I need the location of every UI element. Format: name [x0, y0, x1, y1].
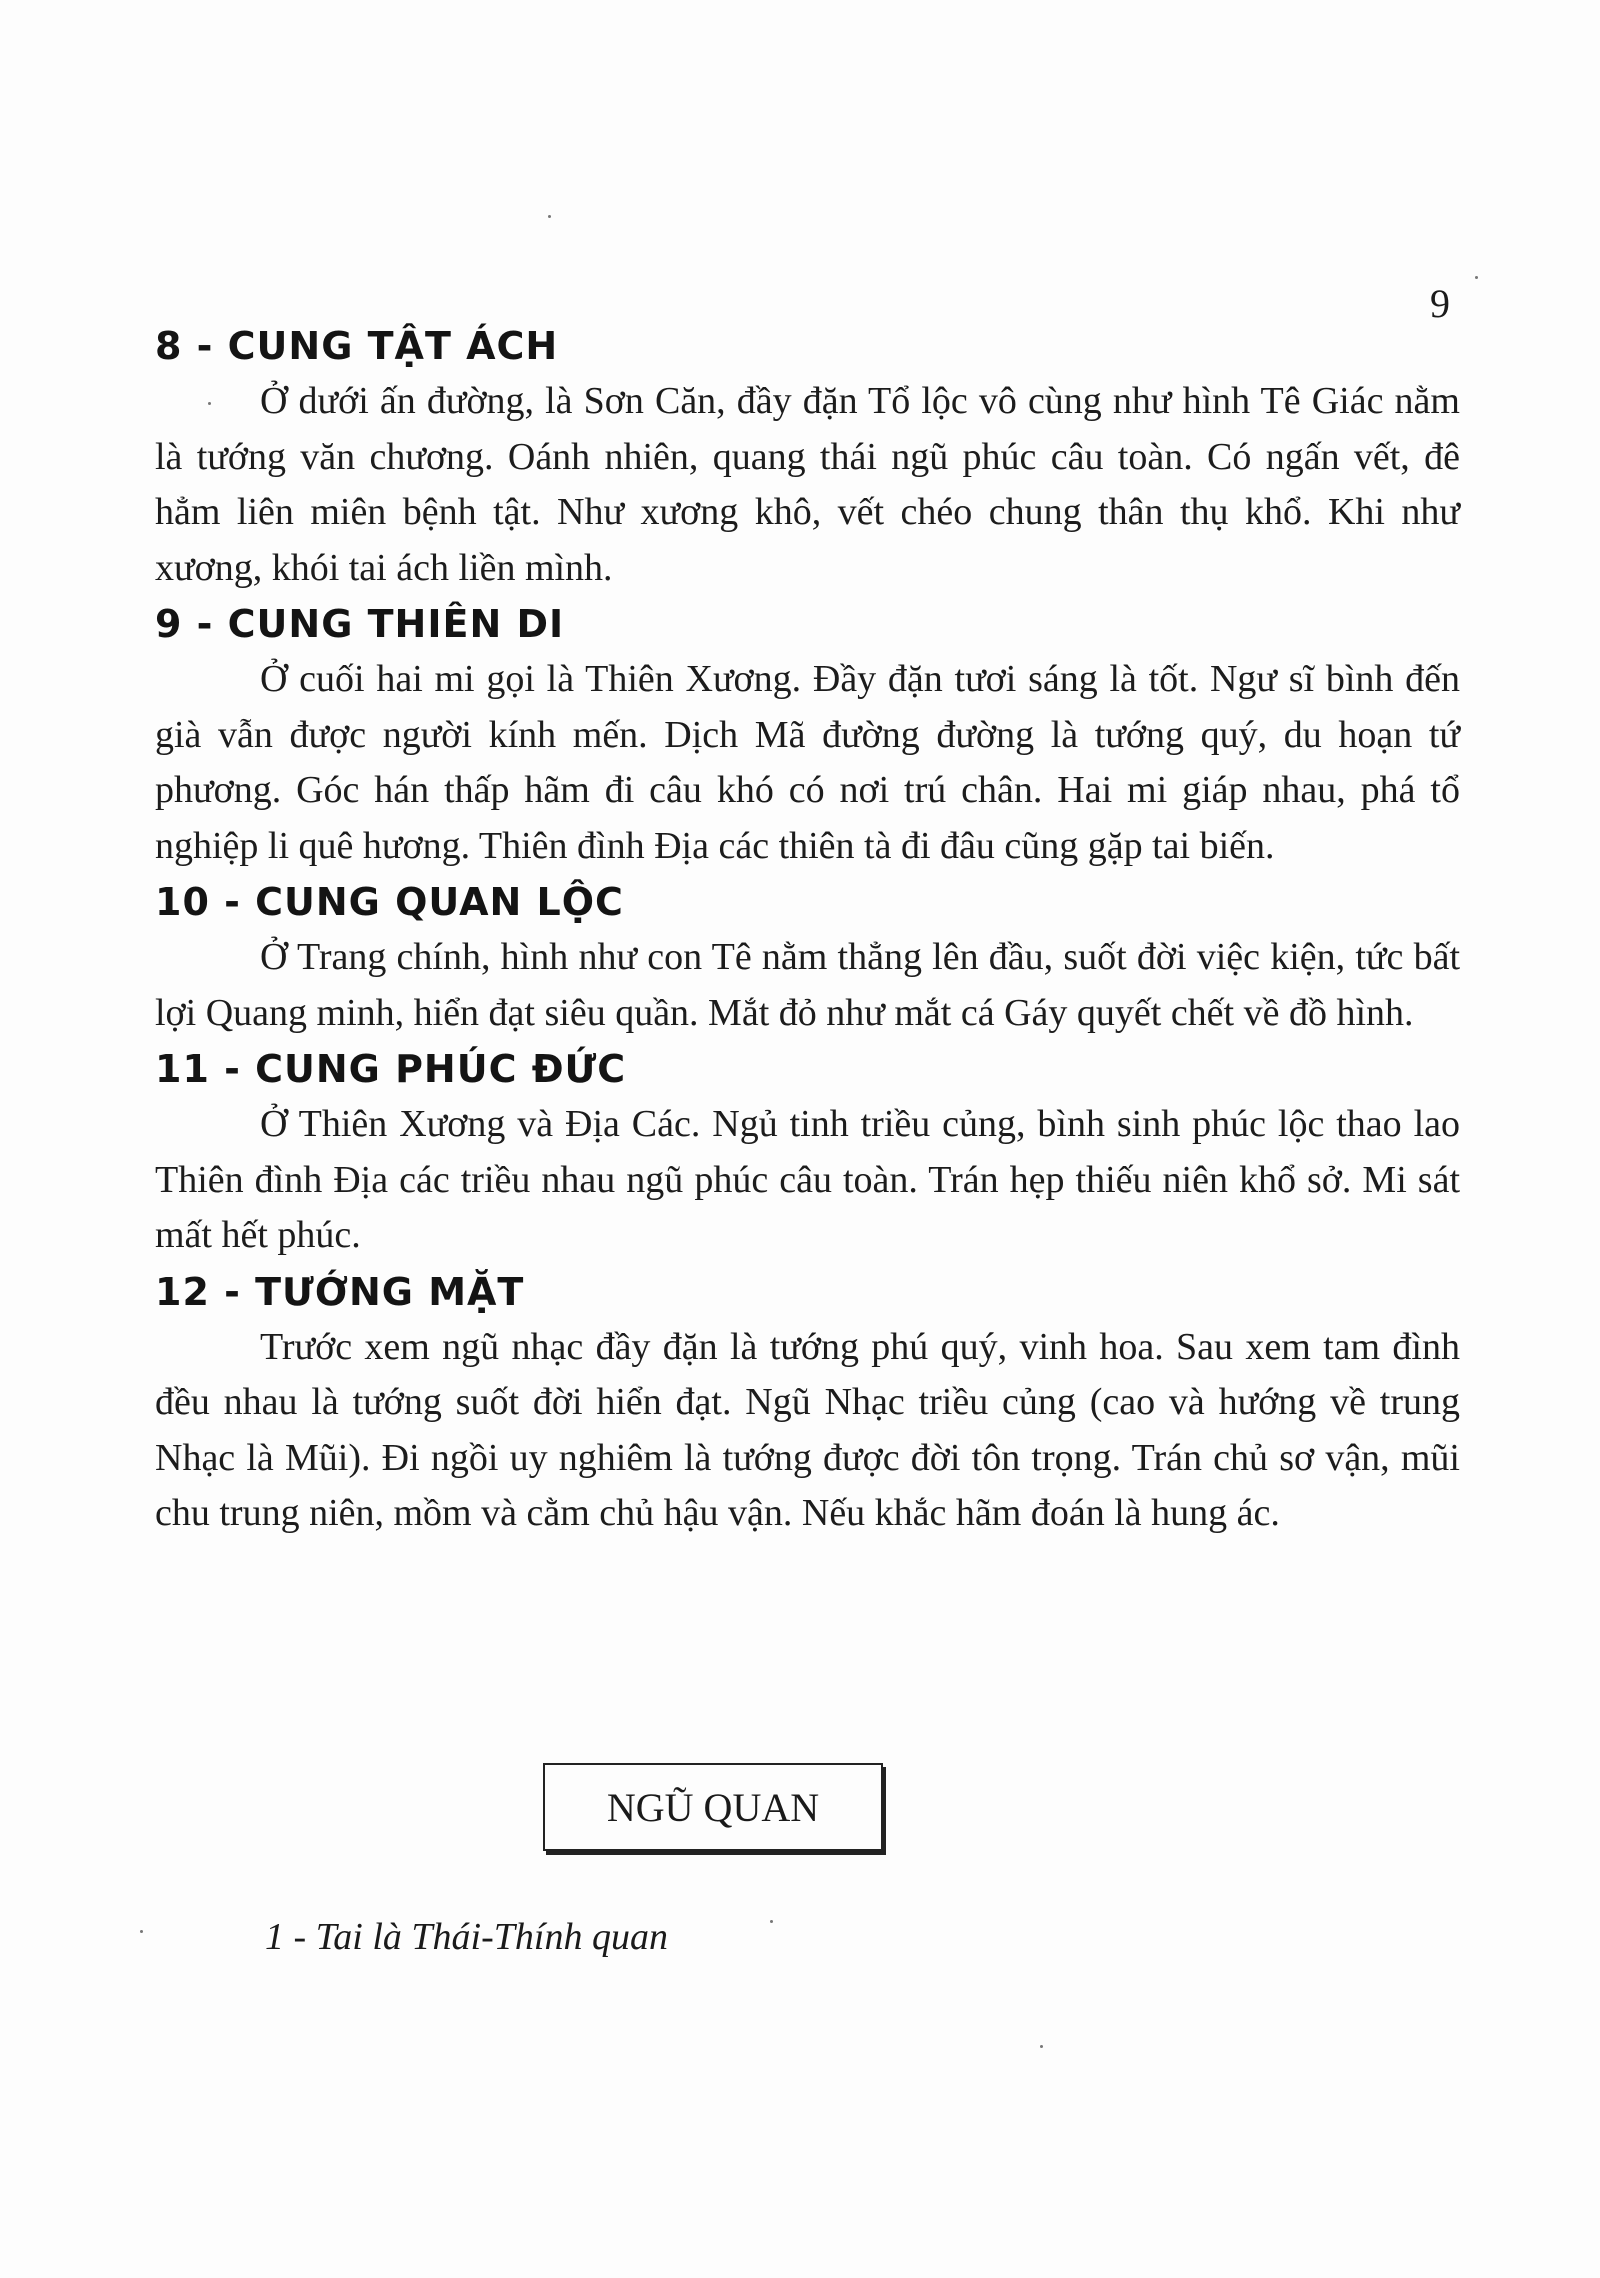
section-heading-tuong-mat: 12 - TƯỚNG MẶT: [155, 1269, 525, 1314]
section-heading-cung-quan-loc: 10 - CUNG QUAN LỘC: [155, 880, 624, 924]
section-text-cung-quan-loc: Ở Trang chính, hình như con Tê nằm thẳng lên đầu, suốt đời việc kiện, tức bất lợi Quang minh, hiển đạt siêu quần. Mắt đỏ như mắt cá Gáy quyết chết về đồ hình.: [155, 936, 1460, 1034]
section-text-cung-thien-di: Ở cuối hai mi gọi là Thiên Xương. Đầy đặn tươi sáng là tốt. Ngư sĩ bình đến già vẫn được người kính mến. Dịch Mã đường đường là tướng quý, du hoạn tứ phương. Góc hán thấp hãm đi câu khó có nơi trú chân. Hai mi giáp nhau, phá tổ nghiệp li quê hương. Thiên đình Địa các thiên tà đi đâu cũng gặp tai biến.: [155, 658, 1460, 867]
scan-speck: [140, 1930, 143, 1933]
scan-speck: [548, 215, 551, 218]
section-heading-cung-phuc-duc: 11 - CUNG PHÚC ĐỨC: [155, 1047, 627, 1091]
section-heading-cung-tat-ach: 8 - CUNG TẬT ÁCH: [155, 324, 559, 368]
page-body: [155, 318, 1460, 1542]
section-heading-cung-thien-di: 9 - CUNG THIÊN DI: [155, 602, 565, 646]
scan-speck: [208, 402, 211, 405]
section-text-cung-tat-ach: Ở dưới ấn đường, là Sơn Căn, đầy đặn Tổ lộc vô cùng như hình Tê Giác nằm là tướng văn chương. Oánh nhiên, quang thái ngũ phúc câu toàn. Có ngấn vết, đê hẳm liên miên bệnh tật. Như xương khô, vết chéo chung thân thụ khổ. Khi như xương, khói tai ách liền mình.: [155, 380, 1460, 589]
section-text-tuong-mat: Trước xem ngũ nhạc đầy đặn là tướng phú quý, vinh hoa. Sau xem tam đình đều nhau là tướng suốt đời hiển đạt. Ngũ Nhạc triều củng (cao và hướng về trung Nhạc là Mũi). Đi ngồi uy nghiêm là tướng được đời tôn trọng. Trán chủ sơ vận, mũi chu trung niên, mồm và cằm chủ hậu vận. Nếu khắc hãm đoán là hung ác.: [155, 1325, 1460, 1534]
scan-speck: [1040, 2045, 1043, 2048]
page-number: 9: [1430, 281, 1450, 326]
boxed-title-ngu-quan: NGŨ QUAN: [543, 1763, 883, 1851]
italic-subheading: 1 - Tai là Thái-Thính quan: [265, 1916, 668, 1958]
scan-speck: [1475, 276, 1478, 279]
section-text-cung-phuc-duc: Ở Thiên Xương và Địa Các. Ngủ tinh triều củng, bình sinh phúc lộc thao lao Thiên đình Địa các triều nhau ngũ phúc câu toàn. Trán hẹp thiếu niên khổ sở. Mi sát mất hết phúc.: [155, 1103, 1460, 1256]
scan-speck: [770, 1920, 773, 1923]
